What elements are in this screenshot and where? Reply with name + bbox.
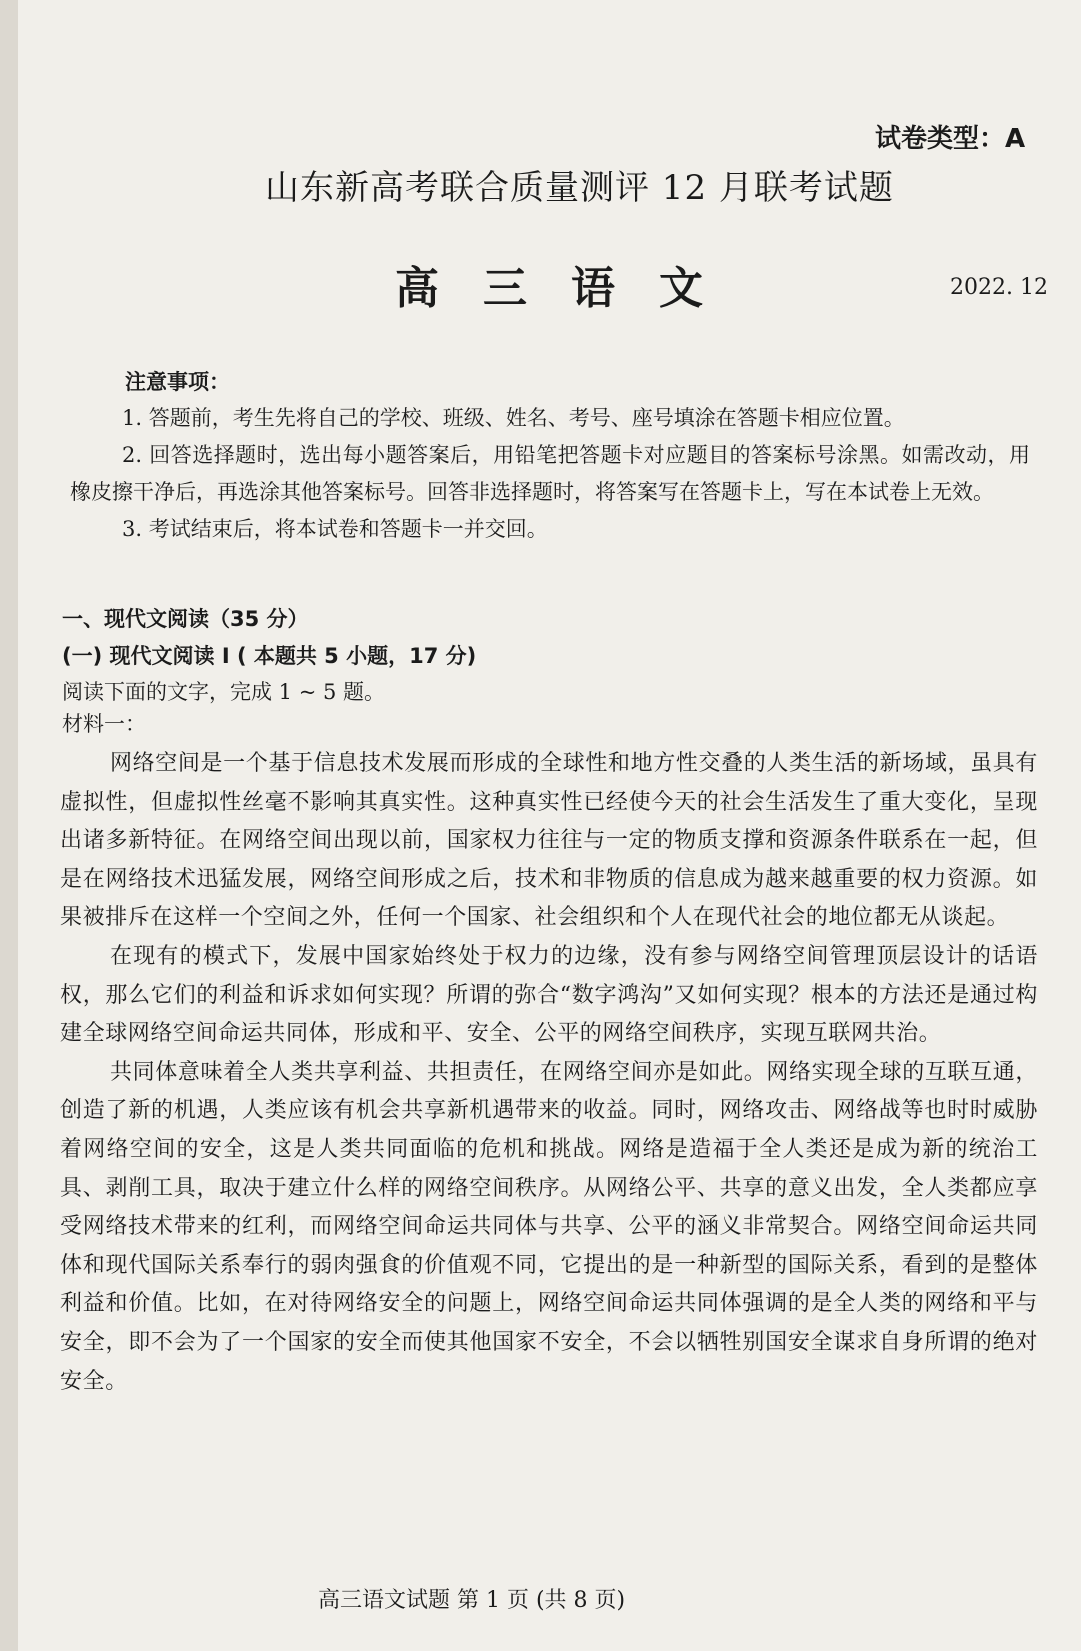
note-item: 2. 回答选择题时，选出每小题答案后，用铅笔把答题卡对应题目的答案标号涂黑。如需改动，用橡皮擦干净后，再选涂其他答案标号。回答非选择题时，将答案写在答题卡上，写在本试卷上无效。 xyxy=(70,443,1030,504)
exam-title: 山东新高考联合质量测评 12 月联考试题 xyxy=(265,168,894,208)
paper-type: 试卷类型：A xyxy=(875,124,1026,154)
paragraph: 网络空间是一个基于信息技术发展而形成的全球性和地方性交叠的人类生活的新场域，虽具有虚拟性，但虚拟性丝毫不影响其真实性。这种真实性已经使今天的社会生活发生了重大变化，呈现出诸多新特征。在网络空间出现以前，国家权力往往与一定的物质支撑和资源条件联系在一起，但是在网络技术迅猛发展，网络空间形成之后，技术和非物质的信息成为越来越重要的权力资源。如果被排斥在这样一个空间之外，任何一个国家、社会组织和个人在现代社会的地位都无从谈起。 xyxy=(60,751,1038,931)
paragraph: 共同体意味着全人类共享利益、共担责任，在网络空间亦是如此。网络实现全球的互联互通，创造了新的机遇，人类应该有机会共享新机遇带来的收益。同时，网络攻击、网络战等也时时威胁着网络空间的安全，这是人类共同面临的危机和挑战。网络是造福于全人类还是成为新的统治工具、剥削工具，取决于建立什么样的网络空间秩序。从网络公平、共享的意义出发，全人类都应享受网络技术带来的红利，而网络空间命运共同体与共享、公平的涵义非常契合。网络空间命运共同体和现代国际关系奉行的弱肉强食的价值观不同，它提出的是一种新型的国际关系，看到的是整体利益和价值。比如，在对待网络安全的问题上，网络空间命运共同体强调的是全人类的网络和平与安全，即不会为了一个国家的安全而使其他国家不安全，不会以牺牲别国安全谋求自身所谓的绝对安全。 xyxy=(60,1059,1038,1394)
exam-date: 2022. 12 xyxy=(950,275,1048,300)
notes-list xyxy=(70,400,1030,548)
material-label: 材料一： xyxy=(62,712,146,736)
paragraph: 在现有的模式下，发展中国家始终处于权力的边缘，没有参与网络空间管理顶层设计的话语权，那么它们的利益和诉求如何实现？所谓的弥合“数字鸿沟”又如何实现？根本的方法还是通过构建全球网络空间命运共同体，形成和平、安全、公平的网络空间秩序，实现互联网共治。 xyxy=(60,943,1038,1047)
material-body xyxy=(60,745,1038,1401)
notes-title: 注意事项： xyxy=(125,370,230,394)
note-item: 1. 答题前，考生先将自己的学校、班级、姓名、考号、座号填涂在答题卡相应位置。 xyxy=(122,406,905,430)
scan-edge xyxy=(0,0,18,1651)
subject-title: 高三语文 xyxy=(395,263,747,314)
note-item: 3. 考试结束后，将本试卷和答题卡一并交回。 xyxy=(122,517,548,541)
reading-instruction: 阅读下面的文字，完成 1 ~ 5 题。 xyxy=(62,680,386,704)
page-footer: 高三语文试题 第 1 页 (共 8 页) xyxy=(318,1588,626,1613)
section-subheading: (一) 现代文阅读 I ( 本题共 5 小题，17 分) xyxy=(62,644,477,668)
section-heading: 一、现代文阅读（35 分） xyxy=(62,607,309,631)
